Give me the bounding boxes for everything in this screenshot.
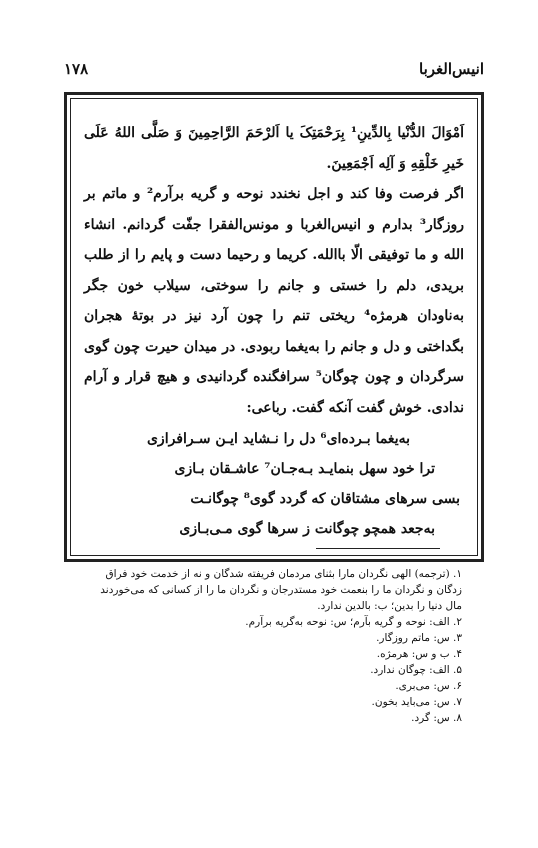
footnotes: [84, 566, 462, 726]
verse-line: به‌یغما بـرده‌ای⁶ دل را نـشاید ایـن سـرافرازی: [146, 431, 410, 447]
footnote: ۵. الف: چوگان ندارد.: [370, 664, 462, 676]
page-header: [64, 60, 484, 86]
footnote: ۲. الف: نوحه و گریه بآرم؛ س: نوحه به‌گریه برآرم.: [245, 616, 462, 628]
footnote: ۱. (ترجمه) الهی نگردان مارا بثنای مردمان فریفته شدگان و نه از خدمت خود فراق زدگان و نگردان ما را بنعمت خود مستدرجان و نگردان ما را از کسانی که می‌خوردند مال دنیا را بدین؛ ب: بالدین ندارد.: [100, 568, 462, 612]
footnote-separator: [316, 548, 440, 549]
footnote: ۴. ب و س: هرمژه.: [376, 648, 462, 660]
verse-line: به‌جعد همچو چوگانت ز سرها گوی مـی‌بـازی: [179, 521, 435, 537]
book-title: انیس‌الغربا: [419, 60, 484, 78]
footnote: ۳. س: ماتم روزگار.: [376, 632, 462, 644]
verse-line: ترا خود سهل بنمایـد بـه‌جـان⁷ عاشـقان بـازی: [174, 461, 435, 477]
verse-line: بسی سرهای مشتاقان که گردد گوی⁸ چوگانـت: [190, 491, 460, 507]
main-text: [84, 118, 464, 423]
ruba-i-verses: [90, 424, 460, 544]
footnote: ۶. س: می‌بری.: [395, 680, 462, 692]
paragraph-arabic: اَمْوَالَ الدُّنْیا بِالدِّینِ¹ بِرَحْمَتِکَ یا اَلرْحَمَ الرَّاحِمِینَ وَ صَلَّی اللهُ عَلَی خَیرِ خَلْقِهِ وَ آلِه اَجْمَعِینَ.: [84, 125, 465, 172]
footnote: ۷. س: می‌باید بخون.: [371, 696, 462, 708]
paragraph-persian: اگر فرصت وفا کند و اجل نخندد نوحه و گریه برآرم² و ماتم بر روزگار³ بدارم و انیس‌الغربا و مونس‌الفقرا جفّت گردانم. انشاء الله و ما توفیقی الّا باالله. کریما و رحیما دست و پایم را از طلب بریدی، دلم را خستی و جانم را سوختی، سیلاب خون جگر به‌ناودان هرمژه⁴ ریختی تنم را چون آرد نیز در بوتۀ هجران بگداختی و دل و جانم را به‌یغما ربودی. در میدان حیرت چون گوی سرگردان و چون چوگان⁵ سرافگنده گردانیدی و هیچ قرار و آرام ندادی. خوش گفت آنکه گفت. رباعی:: [84, 186, 465, 416]
page-number: ۱۷۸: [64, 60, 89, 78]
footnote: ۸. س: گرد.: [411, 712, 462, 724]
